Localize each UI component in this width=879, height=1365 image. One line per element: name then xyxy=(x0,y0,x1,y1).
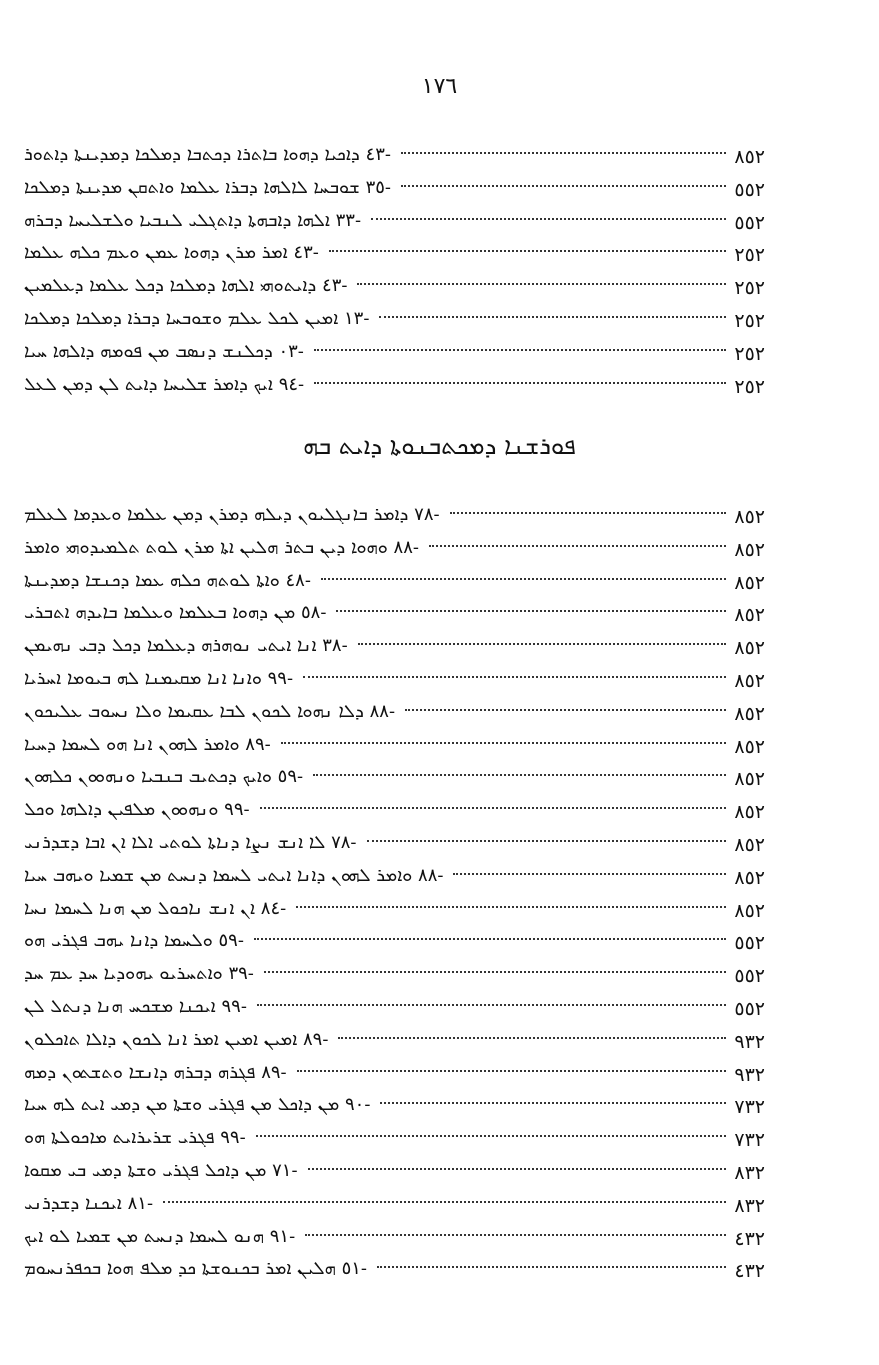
dot-leader xyxy=(405,709,726,712)
entry-code: ٢٥٢ xyxy=(734,309,765,332)
index-entry xyxy=(0,206,879,239)
entry-code: ٥٥٢ xyxy=(734,997,765,1020)
entry-text: -٩١ ܗܢܘ ܠܚܡܐ ܕܢܚܬ ܡܢ ܫܡܝܐ ܠܘ ܐܝܟ xyxy=(24,1225,296,1247)
entry-code: ٧٣٢ xyxy=(734,1129,765,1152)
section-heading: ܦܘܪܫܢܐ ܕܡܟܬܒܢܘܬܐ ܕܐܝܬ ܒܗ xyxy=(303,432,576,460)
entry-code: ٢٥٢ xyxy=(734,244,765,267)
entry-code: ٨٥٢ xyxy=(734,637,765,660)
entry-code: ٨٥٢ xyxy=(734,768,765,791)
entry-text: -٨٨ ܘܐܡܪ ܠܗܘܢ ܕܐܢܐ ܐܝܬܝ ܠܚܡܐ ܕܢܚܬ ܡܢ ܫܡܝܐ ܘܝܗܒ ܚܝܐ xyxy=(24,864,444,886)
dot-leader xyxy=(371,218,726,221)
index-entry xyxy=(0,1189,879,1222)
index-entry xyxy=(0,664,879,697)
entry-code: ٥٥٢ xyxy=(734,178,765,201)
entry-text: -٩٩ ܦܓܪܝ ܫܪܝܪܐܝܬ ܡܐܟܘܠܬܐ ܗܘ xyxy=(24,1127,246,1149)
dot-leader xyxy=(314,382,726,385)
entry-code: ٨٥٢ xyxy=(734,735,765,758)
entry-code: ٢٥٢ xyxy=(734,375,765,398)
entry-text: -٨٩ ܦܓܪܗ ܕܒܪܗ ܕܐܢܫܐ ܘܬܫܬܘܢ ܕܡܗ xyxy=(24,1061,287,1083)
dot-leader xyxy=(401,185,726,188)
dot-leader xyxy=(256,1135,726,1138)
entry-code: ٤٣٢ xyxy=(734,1260,765,1283)
entry-text: -٧٨ ܕܐܡܪ ܒܐܢܓܠܝܘܢ ܕܝܠܗ ܕܡܪܢ ܕܡܢ ܥܠܡܐ ܘܥܕܡܐ ܠܥܠܡ xyxy=(24,504,440,525)
entry-code: ٨٥٢ xyxy=(734,604,765,627)
index-entry xyxy=(0,304,879,337)
page-number: ١٧٦ xyxy=(421,74,458,99)
dot-leader xyxy=(329,250,726,253)
entry-text: -٨١ ܐܝܟܢܐ ܕܫܕܪܢܝ xyxy=(24,1192,154,1214)
dot-leader xyxy=(380,1102,726,1105)
index-entry xyxy=(0,1222,879,1255)
index-entry xyxy=(0,140,879,173)
index-entry xyxy=(0,598,879,631)
index-entry xyxy=(0,370,879,403)
entry-code: ٨٥٢ xyxy=(734,506,765,528)
entry-text: -٩٤ ܐܝܟ ܕܐܡܪ ܫܠܝܚܐ ܕܐܝܬ ܠܢ ܕܡܢ ܠܥܠ xyxy=(24,373,305,395)
entry-code: ٨٣٢ xyxy=(734,1194,765,1217)
dot-leader xyxy=(357,283,726,286)
entry-code: ٥٥٢ xyxy=(734,211,765,234)
entry-text: -٨٨ ܘܗܘܐ ܕܝܢ ܒܬܪ ܗܠܝܢ ܐܬܐ ܡܪܢ ܠܘܬ ܬܠܡܝܕܘܗܝ ܘܐܡܪ xyxy=(24,536,419,558)
dot-leader xyxy=(260,807,726,810)
entry-code: ٨٥٢ xyxy=(734,866,765,889)
entry-text: -٣٨ ܐܢܐ ܐܝܬܝ ܢܘܗܪܗ ܕܥܠܡܐ ܕܟܠ ܕܒܝ ܢܗܝܡܢ xyxy=(24,635,348,657)
index-entry xyxy=(0,500,879,533)
entry-text: -٩٩ ܐܝܟܢܐ ܡܫܟܚ ܗܢܐ ܕܢܬܠ ܠܢ xyxy=(24,995,247,1017)
entry-text: -٣٣ ܐܠܗܐ ܕܐܒܗܬܐ ܕܐܬܓܠܝ ܠܢܒܝܐ ܘܠܫܠܝܚܐ ܕܒܪܗ xyxy=(24,209,362,231)
entry-text: -٤٣ ܐܡܪ ܡܪܢ ܕܗܘܐ ܥܡܢ ܘܥܡ ܟܠܗ ܥܠܡܐ xyxy=(24,242,319,264)
index-entry xyxy=(0,1025,879,1058)
entry-text: -٤٨ ܘܐܬܐ ܠܘܬܗ ܟܠܗ ܥܡܐ ܕܟܢܫܐ ܕܡܕܝܢܬܐ xyxy=(24,569,311,591)
index-entry xyxy=(0,795,879,828)
entry-code: ٨٥٢ xyxy=(734,801,765,824)
index-entry xyxy=(0,1058,879,1091)
entry-code: ٨٥٢ xyxy=(734,833,765,856)
entry-text: -٨٩ ܐܡܝܢ ܐܡܝܢ ܐܡܪ ܐܢܐ ܠܟܘܢ ܕܐܠܐ ܬܐܟܠܘܢ xyxy=(24,1028,329,1050)
entry-text: -٥٨ ܡܢ ܕܗܘܐ ܒܥܠܡܐ ܘܥܠܡܐ ܒܐܝܕܗ ܐܬܒܪܝ xyxy=(24,602,327,624)
entry-text: -١٣ ܐܡܝܢ ܠܟܠ ܥܠܡ ܘܫܘܒܚܐ ܕܒܪܐ ܕܡܠܟܐ ܕܡܠܟܐ xyxy=(24,307,370,329)
entry-code: ٨٥٢ xyxy=(734,702,765,725)
index-entry xyxy=(0,697,879,730)
index-entry xyxy=(0,1090,879,1123)
dot-leader xyxy=(358,643,726,646)
entry-code: ٨٥٢ xyxy=(734,571,765,594)
dot-leader xyxy=(429,545,726,548)
index-entry xyxy=(0,631,879,664)
index-block-1 xyxy=(0,140,879,402)
entry-text: -٠٣ ܕܟܠܢܫ ܕܢܣܒ ܡܢ ܦܘܡܗ ܕܐܠܗܐ ܚܝܐ xyxy=(24,340,304,362)
index-entry xyxy=(0,533,879,566)
entry-text: -٣٩ ܘܐܬܚܪܝܘ ܝܗܘܕܝܐ ܚܕ ܥܡ ܚܕ xyxy=(24,963,254,985)
index-entry xyxy=(0,762,879,795)
entry-code: ٨٥٢ xyxy=(734,669,765,692)
entry-code: ٨٣٢ xyxy=(734,1161,765,1184)
dot-leader xyxy=(281,742,726,745)
index-entry xyxy=(0,1123,879,1156)
dot-leader xyxy=(450,512,726,515)
entry-text: -٨٤ ܐܢ ܐܢܫ ܢܐܟܘܠ ܡܢ ܗܢܐ ܠܚܡܐ ܢܚܐ xyxy=(24,897,287,919)
dot-leader xyxy=(453,873,726,876)
entry-text: -٩٠ ܡܢ ܕܐܟܠ ܡܢ ܦܓܪܝ ܘܫܬܐ ܡܢ ܕܡܝ ܐܝܬ ܠܗ ܚܝܐ xyxy=(24,1094,371,1116)
dot-leader xyxy=(257,1004,726,1007)
index-entry xyxy=(0,828,879,861)
index-block-2 xyxy=(0,500,879,1287)
entry-code: ٢٥٢ xyxy=(734,277,765,300)
index-entry xyxy=(0,926,879,959)
dot-leader xyxy=(401,152,726,155)
index-entry xyxy=(0,992,879,1025)
entry-text: -٤٣ ܕܐܟܝܐ ܕܗܘܐ ܒܐܬܪܐ ܕܟܬܒܐ ܕܡܠܟܐ ܕܡܕܝܢܬܐ ܕܐܬܘܪ xyxy=(24,144,391,165)
entry-code: ٨٥٢ xyxy=(734,146,765,168)
index-entry xyxy=(0,566,879,599)
dot-leader xyxy=(264,971,726,974)
entry-text: -٣٥ ܫܘܒܚܐ ܠܐܠܗܐ ܕܒܪܐ ܥܠܡܐ ܘܐܬܩܢ ܡܕܝܢܬܐ ܕܡܠܟܐ xyxy=(24,176,391,198)
entry-code: ٤٣٢ xyxy=(734,1227,765,1250)
dot-leader xyxy=(321,578,726,581)
entry-text: -٥٩ ܘܐܝܟ ܕܟܬܝܒ ܒܢܒܝܐ ܘܢܗܘܘܢ ܟܠܗܘܢ xyxy=(24,766,304,788)
dot-leader xyxy=(377,1266,726,1269)
index-entry xyxy=(0,861,879,894)
dot-leader xyxy=(379,316,726,319)
index-entry xyxy=(0,337,879,370)
index-entry xyxy=(0,1156,879,1189)
entry-text: -٤٣ ܕܐܝܬܘܗܝ ܐܠܗܐ ܕܡܠܟܐ ܕܟܠ ܥܠܡܐ ܕܥܠܡܝܢ xyxy=(24,275,348,297)
index-entry xyxy=(0,730,879,763)
dot-leader xyxy=(313,774,726,777)
entry-text: -٨٩ ܘܐܡܪ ܠܗܘܢ ܐܢܐ ܗܘ ܠܚܡܐ ܕܚܝܐ xyxy=(24,733,271,755)
entry-text: -٧١ ܡܢ ܕܐܟܠ ܦܓܪܝ ܘܫܬܐ ܕܡܝ ܒܝ ܡܩܘܐ xyxy=(24,1159,298,1181)
entry-text: -٥٩ ܘܠܚܡܐ ܕܐܢܐ ܝܗܒ ܦܓܪܝ ܗܘ xyxy=(24,930,244,952)
entry-code: ٩٣٢ xyxy=(734,1063,765,1086)
entry-code: ٨٥٢ xyxy=(734,899,765,922)
entry-code: ٨٥٢ xyxy=(734,538,765,561)
dot-leader xyxy=(303,676,726,679)
entry-code: ٢٥٢ xyxy=(734,342,765,365)
entry-text: -٧٨ ܠܐ ܐܢܫ ܢܨܐ ܕܢܐܬܐ ܠܘܬܝ ܐܠܐ ܐܢ ܐܒܐ ܕܫܕܪܢܝ xyxy=(24,831,357,853)
dot-leader xyxy=(163,1201,726,1204)
entry-code: ٩٣٢ xyxy=(734,1030,765,1053)
entry-text: -٩٩ ܘܢܗܘܘܢ ܡܠܦܝܢ ܕܐܠܗܐ ܘܟܠ xyxy=(24,799,250,821)
entry-text: -٩٩ ܘܐܢܐ ܐܢܐ ܡܩܝܡܢܐ ܠܗ ܒܝܘܡܐ ܐܚܪܝܐ xyxy=(24,667,294,689)
index-entry xyxy=(0,271,879,304)
index-entry xyxy=(0,959,879,992)
dot-leader xyxy=(297,1070,726,1073)
entry-code: ٥٥٢ xyxy=(734,932,765,955)
entry-code: ٥٥٢ xyxy=(734,965,765,988)
dot-leader xyxy=(305,1234,726,1237)
index-entry xyxy=(0,1254,879,1287)
dot-leader xyxy=(336,610,726,613)
dot-leader xyxy=(308,1168,726,1171)
dot-leader xyxy=(296,906,726,909)
dot-leader xyxy=(367,840,726,843)
entry-text: -٥١ ܗܠܝܢ ܐܡܪ ܒܟܢܘܫܬܐ ܟܕ ܡܠܦ ܗܘܐ ܒܟܦܪܢܚܘܡ xyxy=(24,1258,368,1280)
entry-code: ٧٣٢ xyxy=(734,1096,765,1119)
index-entry xyxy=(0,894,879,927)
dot-leader xyxy=(338,1037,726,1040)
dot-leader xyxy=(254,938,726,941)
index-entry xyxy=(0,238,879,271)
index-entry xyxy=(0,173,879,206)
dot-leader xyxy=(314,349,726,352)
entry-text: -٨٨ ܕܠܐ ܢܗܘܐ ܠܟܘܢ ܠܒܐ ܥܩܝܡܐ ܘܠܐ ܢܚܘܒ ܥܠܝܟܘܢ xyxy=(24,700,396,722)
